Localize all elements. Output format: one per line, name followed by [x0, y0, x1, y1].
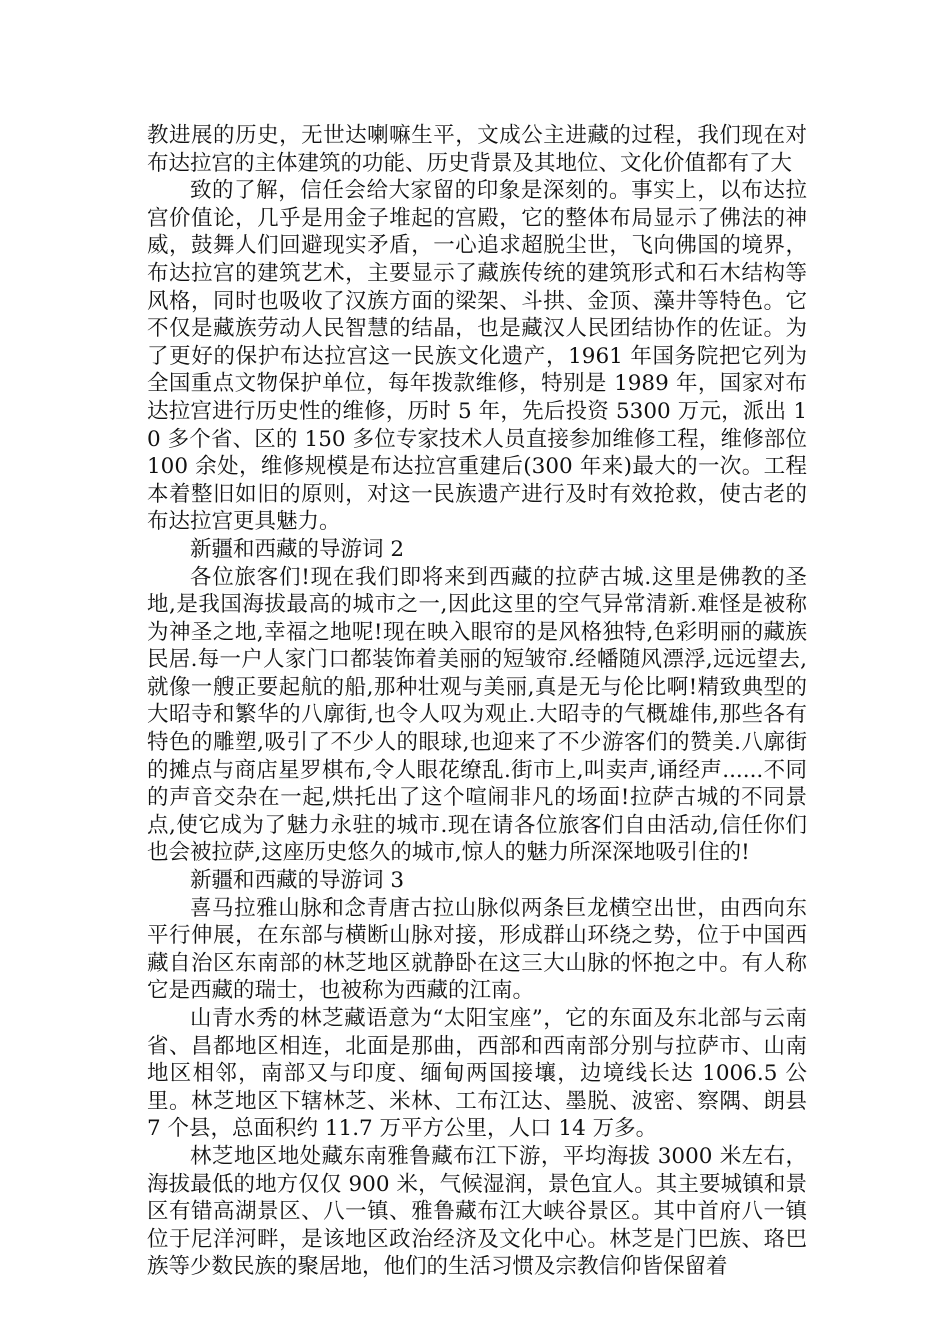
paragraph-potala-value: 致的了解，信任会给大家留的印象是深刻的。事实上，以布达拉宫价值论，几乎是用金子堆起的宫殿，它的整体布局显示了佛法的神威，鼓舞人们回避现实矛盾，一心追求超脱尘世，飞向佛国的境界，布达拉宫的建筑艺术，主要显示了藏族传统的建筑形式和石木结构等风格，同时也吸收了汉族方面的梁架、斗拱、金顶、藻井等特色。它不仅是藏族劳动人民智慧的结晶，也是藏汉人民团结协作的佐证。为了更好的保护布达拉宫这一民族文化遗产，1961 年国务院把它列为全国重点文物保护单位，每年拨款维修，特别是 1989 年，国家对布达拉宫进行历史性的维修，历时 5 年，先后投资 5300 万元，派出 10 多个省、区的 150 多位专家技术人员直接参加维修工程，维修部位 100 余处，维修规模是布达拉宫重建后(300 年来)最大的一次。工程本着整旧如旧的原则，对这一民族遗产进行及时有效抢救，使古老的布达拉宫更具魅力。 — [147, 178, 807, 535]
paragraph-continued: 教进展的历史，无世达喇嘛生平，文成公主进藏的过程，我们现在对布达拉宫的主体建筑的功能、历史背景及其地位、文化价值都有了大 — [147, 123, 807, 176]
section-heading-3: 新疆和西藏的导游词 3 — [190, 868, 405, 894]
paragraph-nyingchi-geography: 山青水秀的林芝藏语意为“太阳宝座”，它的东面及东北部与云南省、昌都地区相连，北面是那曲，西部和西南部分别与拉萨市、山南地区相邻，南部又与印度、缅甸两国接壤，边境线长达 1006.5 公里。林芝地区下辖林芝、米林、工布江达、墨脱、波密、察隅、朗县 7 个县，总面积约 11.7 万平方公里，人口 14 万多。 — [147, 1006, 807, 1142]
paragraph-nyingchi-climate: 林芝地区地处藏东南雅鲁藏布江下游，平均海拔 3000 米左右，海拔最低的地方仅仅 900 米，气候湿润，景色宜人。其主要城镇和景区有错高湖景区、八一镇、雅鲁藏布江大峡谷景区。其中首府八一镇位于尼洋河畔，是该地区政治经济及文化中心。林芝是门巴族、珞巴族等少数民族的聚居地，他们的生活习惯及宗教信仰皆保留着 — [147, 1143, 807, 1280]
document-body — [147, 122, 807, 1281]
paragraph-lhasa: 各位旅客们!现在我们即将来到西藏的拉萨古城.这里是佛教的圣地,是我国海拔最高的城市之一,因此这里的空气异常清新.难怪是被称为神圣之地,幸福之地呢!现在映入眼帘的是风格独特,色彩明丽的藏族民居.每一户人家门口都装饰着美丽的短皱帘.经幡随风漂浮,远远望去,就像一艘正要起航的船,那种壮观与美丽,真是无与伦比啊!精致典型的大昭寺和繁华的八廓街,也令人叹为观止.大昭寺的气概雄伟,那些各有特色的雕塑,吸引了不少人的眼球,也迎来了不少游客们的赞美.八廓街的摊点与商店星罗棋布,令人眼花缭乱.街市上,叫卖声,诵经声......不同的声音交杂在一起,烘托出了这个喧闹非凡的场面!拉萨古城的不同景点,使它成为了魅力永驻的城市.现在请各位旅客们自由活动,信任你们也会被拉萨,这座历史悠久的城市,惊人的魅力所深深地吸引住的! — [147, 564, 807, 866]
paragraph-nyingchi-intro: 喜马拉雅山脉和念青唐古拉山脉似两条巨龙横空出世，由西向东平行伸展，在东部与横断山脉对接，形成群山环绕之势，位于中国西藏自治区东南部的林芝地区就静卧在这三大山脉的怀抱之中。有人称它是西藏的瑞士，也被称为西藏的江南。 — [147, 895, 807, 1004]
section-heading-2: 新疆和西藏的导游词 2 — [190, 536, 405, 562]
